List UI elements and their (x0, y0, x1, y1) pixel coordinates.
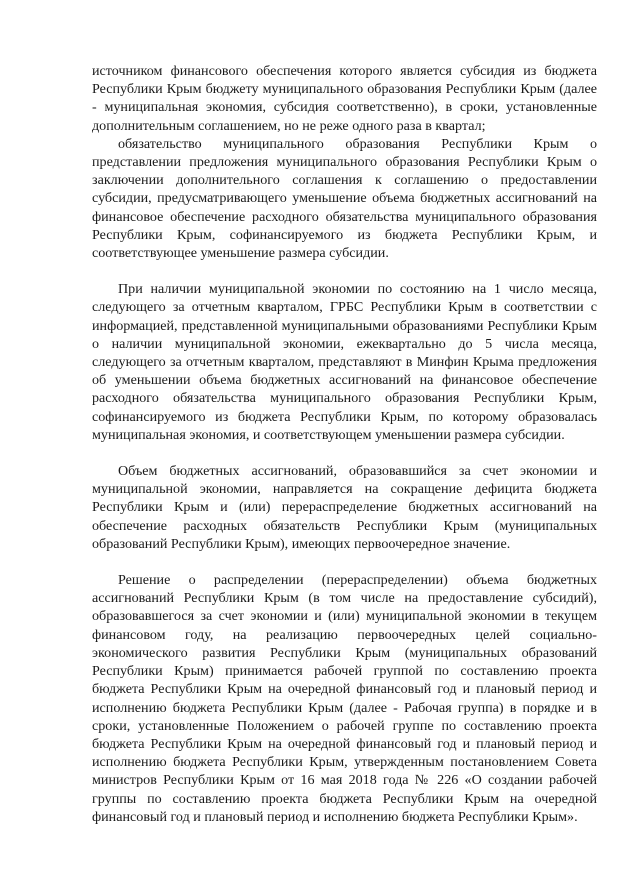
paragraph-3: При наличии муниципальной экономии по состоянию на 1 число месяца, следующего за отчетным кварталом, ГРБС Республики Крым в соответствии с информацией, представленной муниципальными образованиями Республики Крым о наличии муниципальной экономии, ежеквартально до 5 числа месяца, следующего за отчетным кварталом, представляют в Минфин Крыма предложения об уменьшении объема бюджетных ассигнований на финансовое обеспечение расходного обязательства муниципального образования Республики Крым, софинансируемого из бюджета Республики Крым, по которому образовалась муниципальная экономия, и соответствующем уменьшении размера субсидии. (92, 281, 597, 443)
paragraph-1: источником финансового обеспечения которого является субсидия из бюджета Республики Крым бюджету муниципального образования Республики Крым (далее - муниципальная экономия, субсидия соответственно), в сроки, установленные дополнительным соглашением, но не реже одного раза в квартал; (92, 63, 597, 134)
document-page (92, 62, 597, 826)
paragraph-4: Объем бюджетных ассигнований, образовавшийся за счет экономии и муниципальной экономии, направляется на сокращение дефицита бюджета Республики Крым и (или) перераспределение бюджетных ассигнований на обеспечение расходных обязательств Республики Крым (муниципальных образований Республики Крым), имеющих первоочередное значение. (92, 463, 597, 552)
paragraph-2: обязательство муниципального образования Республики Крым о представлении предложения муниципального образования Республики Крым о заключении дополнительного соглашения к соглашению о предоставлении субсидии, предусматривающего уменьшение объема бюджетных ассигнований на финансовое обеспечение расходного обязательства муниципального образования Республики Крым, софинансируемого из бюджета Республики Крым, и соответствующее уменьшение размера субсидии. (92, 135, 597, 262)
paragraph-5: Решение о распределении (перераспределении) объема бюджетных ассигнований Республики Крым (в том числе на предоставление субсидий), образовавшегося за счет экономии и (или) муниципальной экономии в текущем финансовом году, на реализацию первоочередных целей социально-экономического развития Республики Крым (муниципальных образований Республики Крым) принимается рабочей группой по составлению проекта бюджета Республики Крым на очередной финансовый год и плановый период и исполнению бюджета Республики Крым (далее - Рабочая группа) в порядке и в сроки, установленные Положением о рабочей группе по составлению проекта бюджета Республики Крым на очередной финансовый год и плановый период и исполнению бюджета Республики Крым, утвержденным постановлением Совета министров Республики Крым от 16 мая 2018 года № 226 «О создании рабочей группы по составлению проекта бюджета Республики Крым на очередной финансовый год и плановый период и исполнению бюджета Республики Крым». (92, 572, 597, 825)
